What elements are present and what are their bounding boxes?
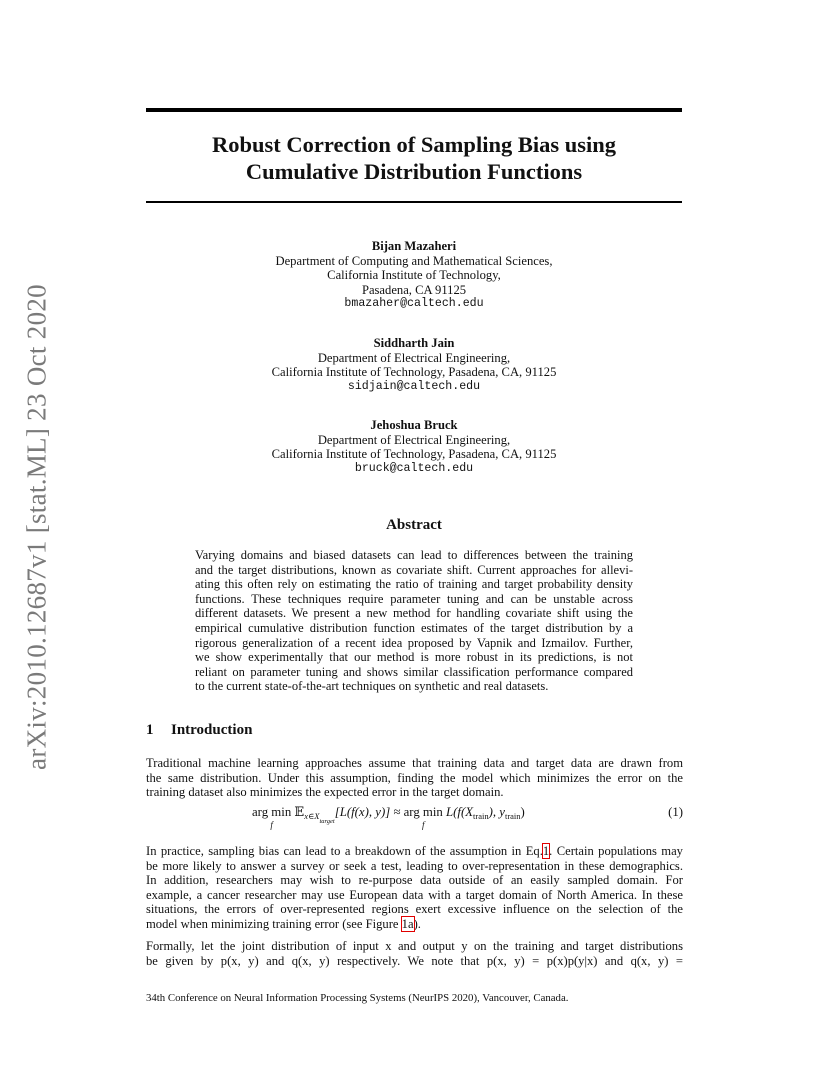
abstract-line: to the current state-of-the-art techniques on synthetic and real datasets. <box>195 679 549 694</box>
abstract-line: ating this often rely on estimating the ratio of training and target probability density <box>195 577 633 592</box>
paper-title <box>146 131 682 185</box>
abstract-heading: Abstract <box>386 517 442 533</box>
author-email[interactable]: sidjain@caltech.edu <box>347 379 481 393</box>
title-line-2: Cumulative Distribution Functions <box>245 159 583 184</box>
conference-footnote: 34th Conference on Neural Information Processing Systems (NeurIPS 2020), Vancouver, Canada. <box>146 992 569 1004</box>
author-affiliation-line: California Institute of Technology, <box>327 268 501 283</box>
rhs-loss: L(f(X <box>446 805 474 819</box>
loss-expression: [L(f(x), y)] ≈ <box>334 805 404 819</box>
abstract-line: Varying domains and biased datasets can lead to differences between the training <box>195 548 633 562</box>
section-heading-introduction <box>146 722 252 739</box>
abstract-line: empirical cumulative distribution function estimates of the target distribution by a <box>195 620 633 635</box>
author-name: Siddharth Jain <box>373 336 455 350</box>
abstract-line: different datasets. We present a new method for handling covariate shift using the <box>195 606 633 621</box>
title-bottom-rule <box>146 201 682 203</box>
rhs-close: ) <box>520 805 525 819</box>
author-affiliation-line: Department of Electrical Engineering, <box>317 432 511 447</box>
abstract-line: reliant on parameter tuning and shows similar classification performance compared <box>195 664 633 679</box>
arxiv-identifier-stamp: arXiv:2010.12687v1 [stat.ML] 23 Oct 2020 <box>21 284 52 770</box>
author-affiliation-line: Department of Computing and Mathematical Sciences, <box>275 253 553 268</box>
author-name: Jehoshua Bruck <box>370 418 458 432</box>
author-name: Bijan Mazaheri <box>371 239 457 253</box>
rhs-loss-mid: ), y <box>488 805 505 819</box>
author-affiliation-line: Department of Electrical Engineering, <box>317 350 511 365</box>
argmin-operator: arg min f <box>403 805 443 830</box>
equation-body <box>252 805 525 830</box>
argmin-subscript: f <box>270 820 273 830</box>
abstract-line: we show experimentally that our method is more robust in its predictions, is not <box>195 650 633 665</box>
expectation-symbol: 𝔼 <box>294 805 305 819</box>
author-affiliation-line: California Institute of Technology, Pasadena, CA, 91125 <box>271 365 557 380</box>
figure-reference-link[interactable]: 1a <box>401 916 414 931</box>
argmin-subscript: f <box>421 820 425 830</box>
paragraph-line: Traditional machine learning approaches assume that training data and target data are drawn from <box>146 756 683 770</box>
paragraph-line: model when minimizing training error (see Figure 1a). <box>146 916 421 931</box>
paragraph-line: Formally, let the joint distribution of input x and output y on the training and target distributions <box>146 939 683 953</box>
paragraph-line: be more likely to answer a survey or seek a test, leading to over-representation in these demographics. <box>146 858 683 873</box>
paragraph-line: training dataset also minimizes the expected error in the target domain. <box>146 785 504 800</box>
title-line-1: Robust Correction of Sampling Bias using <box>211 132 617 157</box>
section-number: 1 <box>146 722 154 738</box>
equation-number: (1) <box>668 805 683 819</box>
author-block-2 <box>146 336 682 394</box>
section-title: Introduction <box>171 722 253 738</box>
expectation-subscript: x∈Xtarget <box>304 811 335 825</box>
author-email[interactable]: bruck@caltech.edu <box>354 461 474 475</box>
intro-paragraph-3 <box>146 939 683 968</box>
author-email[interactable]: bmazaher@caltech.edu <box>344 297 484 311</box>
argmin-operator: arg min f <box>252 805 292 830</box>
equation-1 <box>146 805 683 835</box>
paragraph-line: the same distribution. Under this assumption, finding the model which minimizes the error on the <box>146 770 683 785</box>
abstract-body <box>195 548 633 694</box>
author-affiliation-line: California Institute of Technology, Pasadena, CA, 91125 <box>271 447 557 462</box>
paragraph-line: example, a cancer researcher may use European data with a target domain of North America. In these <box>146 887 683 902</box>
author-affiliation-line: Pasadena, CA 91125 <box>361 282 467 297</box>
intro-paragraph-2 <box>146 844 683 932</box>
paragraph-line: In addition, researchers may wish to re-purpose data outside of an easily sampled domain. For <box>146 873 683 888</box>
author-block-1 <box>146 239 682 312</box>
train-subscript: train <box>473 811 489 821</box>
train-subscript: train <box>504 811 521 821</box>
abstract-line: functions. These techniques require parameter tuning and can be unstable across <box>195 591 633 606</box>
abstract-line: rigorous generalization of a recent idea proposed by Vapnik and Izmailov. Further, <box>195 635 633 650</box>
paragraph-line: be given by p(x, y) and q(x, y) respectively. We note that p(x, y) = p(x)p(y|x) and q(x, y) = <box>146 953 683 968</box>
paragraph-line: In practice, sampling bias can lead to a breakdown of the assumption in Eq.1. Certain populations may <box>146 844 683 858</box>
author-block-3 <box>146 418 682 476</box>
equation-reference-link[interactable]: 1 <box>542 844 550 858</box>
title-top-rule <box>146 108 682 112</box>
paragraph-line: situations, the errors of over-represented regions exert excessive influence on the selection of the <box>146 902 683 917</box>
abstract-line: and the target distributions, known as covariate shift. Current approaches for allevi- <box>195 562 633 577</box>
intro-paragraph-1 <box>146 756 683 800</box>
